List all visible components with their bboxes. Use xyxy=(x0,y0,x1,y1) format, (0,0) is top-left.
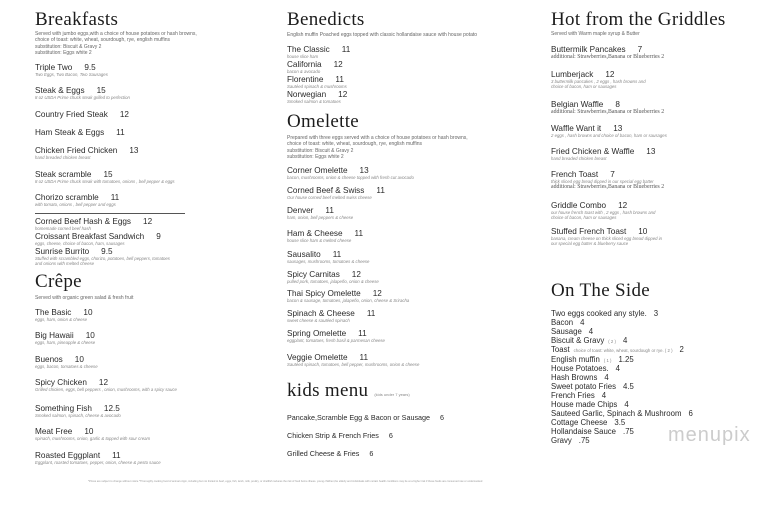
menu-item xyxy=(551,147,655,161)
item-description: our special egg batter & blueberry sauce xyxy=(551,241,629,247)
item-description: eggs, cheese, choice of bacon, ham, sausages xyxy=(35,241,125,246)
item-line xyxy=(287,270,379,279)
item-price: 12 xyxy=(338,90,348,99)
item-name: Ham Steak & Eggs xyxy=(35,128,105,137)
item-line xyxy=(551,201,655,210)
item-name: Spicy Chicken xyxy=(35,378,87,387)
menu-item xyxy=(551,70,646,89)
side-item xyxy=(551,409,693,418)
item-name: Chorizo scramble xyxy=(35,193,99,202)
item-price: 11 xyxy=(112,451,121,460)
description-line: substitution: Eggs white 2 xyxy=(35,49,92,56)
item-price: .75 xyxy=(578,436,590,446)
item-description: Grilled chicken, eggs, bell peppers , onion, mushrooms, with a spicy sauce xyxy=(35,387,177,392)
menu-item xyxy=(287,250,369,264)
item-price: 10 xyxy=(85,331,95,340)
section-title: On The Side xyxy=(551,280,650,301)
item-name: Roasted Eggplant xyxy=(35,451,101,460)
section-title: Omelette xyxy=(287,111,360,132)
item-description: Our house corned beef melted swiss cheese xyxy=(287,195,372,200)
item-description: sweet cheese & sautéed spinach xyxy=(287,318,350,323)
menu-item xyxy=(551,227,662,246)
item-line xyxy=(287,90,347,99)
item-price: 4 xyxy=(580,318,585,328)
item-name: Country Fried Steak xyxy=(35,110,108,119)
side-item xyxy=(551,382,634,391)
item-price: 13 xyxy=(129,146,139,155)
item-line xyxy=(551,100,664,109)
item-line xyxy=(287,60,343,69)
item-price: .75 xyxy=(623,427,634,437)
item-note: choice of toast: white, wheat, sourdough or rye. ( 2 ) xyxy=(573,348,673,354)
menu-item xyxy=(287,289,409,303)
description-line: Prepared with three eggs served with a choice of house potatoes or hash browns, xyxy=(287,135,468,141)
item-line xyxy=(35,308,93,317)
item-description: hand breaded chicken breast xyxy=(551,156,607,161)
menu-item xyxy=(551,100,664,116)
item-name: Spicy Carnitas xyxy=(287,270,340,279)
menu-item xyxy=(35,378,177,392)
item-description: 8 oz USDA Prime chuck steak with tomatoes, onions , bell pepper & eggs xyxy=(35,179,175,184)
item-price: 11 xyxy=(332,250,342,259)
item-price: 15 xyxy=(96,86,106,95)
kids-subtitle: (kids under 7 years) xyxy=(374,392,410,397)
item-additional: additional: Strawberries,Banana or Blueberries 2 xyxy=(551,109,665,115)
item-price: 3.5 xyxy=(614,418,626,428)
item-description: Two Eggs, Two Bacon, Two Sausages xyxy=(35,72,108,77)
menu-item xyxy=(287,229,363,243)
menu-item xyxy=(287,60,343,74)
item-name: Sausalito xyxy=(287,250,321,259)
item-description: house slice ham xyxy=(287,54,319,59)
item-line xyxy=(551,45,664,54)
item-name: Gravy xyxy=(551,436,572,446)
item-price: 4 xyxy=(588,327,594,337)
item-name: English muffin xyxy=(551,354,600,364)
item-name: Corned Beef Hash & Eggs xyxy=(35,217,132,226)
item-name: Griddle Combo xyxy=(551,201,607,210)
item-line xyxy=(287,229,363,238)
kids-item xyxy=(287,431,393,440)
item-line xyxy=(35,451,161,460)
item-name: Cottage Cheese xyxy=(551,418,608,428)
item-price: 4 xyxy=(615,363,620,373)
menu-item xyxy=(35,110,129,119)
item-name: Sunrise Burrito xyxy=(35,247,90,256)
item-price: 6 xyxy=(688,409,693,419)
item-line xyxy=(551,227,662,236)
item-price: 13 xyxy=(613,124,623,133)
item-description: ham, onion, bell peppers & cheese xyxy=(287,215,354,220)
item-name: Sausage xyxy=(551,327,582,337)
section-description xyxy=(35,31,197,56)
section-description xyxy=(287,135,468,160)
section-description xyxy=(35,295,133,301)
item-line xyxy=(287,186,385,195)
item-description: homemade corned beef hash xyxy=(35,226,91,231)
item-description: 3 buttermilk pancakes , 2 eggs , hash browns and xyxy=(551,79,646,84)
item-description: spinach, mushrooms, onion, garlic & topped with sour cream xyxy=(35,436,151,441)
item-name: Two eggs cooked any style. xyxy=(551,309,647,318)
item-price: 4 xyxy=(624,400,629,409)
item-line xyxy=(551,147,655,156)
side-item xyxy=(551,327,593,336)
item-description: our house french toast with , 2 eggs , hash browns and xyxy=(551,210,656,215)
side-item xyxy=(551,400,629,409)
menu-item xyxy=(35,308,93,322)
item-name: Fried Chicken & Waffle xyxy=(551,147,635,156)
item-description: bacon & avocado xyxy=(287,69,321,74)
item-description: eggplant, tomatoes, fresh basil & parmesan cheese xyxy=(287,338,385,343)
item-price: 12 xyxy=(333,60,343,69)
item-name: Corner Omelette xyxy=(287,166,348,175)
menu-item xyxy=(551,45,664,61)
item-price: 12.5 xyxy=(103,404,120,413)
section-description xyxy=(287,32,477,38)
item-description: 8 oz USDA Prime chuck steak grilled to perfection xyxy=(35,95,130,100)
side-item xyxy=(551,418,625,427)
side-item xyxy=(551,427,634,436)
kids-title: kids menu xyxy=(287,380,369,401)
menu-item xyxy=(35,217,152,231)
item-line xyxy=(35,232,161,241)
item-name: Big Hawaii xyxy=(35,331,74,340)
item-line xyxy=(287,289,409,298)
item-price: 6 xyxy=(369,449,374,458)
menu-item xyxy=(287,186,385,200)
item-description: Stuffed with scrambled eggs, chorizo, potatoes, bell peppers, tomatoes xyxy=(35,256,170,261)
item-description: bacon, mushrooms, onion & cheese topped with fresh cut avocado xyxy=(287,175,414,180)
item-price: 1.25 xyxy=(618,354,634,364)
item-name: Chicken Fried Chicken xyxy=(35,146,118,155)
item-name: California xyxy=(287,60,322,69)
item-name: Buenos xyxy=(35,355,63,364)
item-description: banana, cream cheese on thick sliced egg bread dipped in xyxy=(551,236,663,241)
item-line xyxy=(35,217,152,226)
menu-item xyxy=(551,201,655,220)
item-price: 13 xyxy=(359,166,369,175)
item-line xyxy=(287,166,414,175)
item-price: 9.5 xyxy=(101,247,113,256)
item-description: Sautéed spinach & mushrooms xyxy=(287,84,347,89)
item-name: Waffle Want it xyxy=(551,124,602,133)
item-price: 15 xyxy=(103,170,113,179)
item-description: eggs, bacon, tomatoes & cheese xyxy=(35,364,98,369)
item-additional: additional: Strawberries,Banana or Blueberries 2 xyxy=(551,54,665,60)
item-name: Hollandaise Sauce xyxy=(551,427,617,437)
item-price: 3 xyxy=(653,309,659,318)
menu-item xyxy=(35,128,125,137)
menu-item xyxy=(35,193,119,207)
item-name: Toast xyxy=(551,345,570,355)
item-description: with tomato, onions , bell pepper and eggs xyxy=(35,202,116,207)
item-price: 12 xyxy=(98,378,108,387)
description-line: substitution: Biscuit & Gravy 2 xyxy=(287,147,354,154)
item-price: 10 xyxy=(638,227,648,236)
item-line xyxy=(35,146,138,155)
side-item xyxy=(551,309,658,318)
section-title: Hot from the Griddles xyxy=(551,9,726,30)
item-description: and onions with melted cheese xyxy=(35,261,95,267)
section-title xyxy=(287,381,410,405)
item-note: ( 2 ) xyxy=(608,339,616,345)
item-price: 11 xyxy=(325,206,334,215)
section-description xyxy=(551,31,640,37)
item-price: 11 xyxy=(116,128,125,137)
description-line: choice of toast: white, wheat, sourdough, rye, english muffins xyxy=(287,141,422,148)
side-item xyxy=(551,391,606,400)
item-line xyxy=(551,170,664,179)
menu-item xyxy=(287,166,414,180)
item-name: Florentine xyxy=(287,75,324,84)
description-line: Served with jumbo eggs,with a choice of house potatoes or hash browns, xyxy=(35,31,197,37)
menu-item xyxy=(35,355,98,369)
item-price: 10 xyxy=(83,308,93,317)
menu-item xyxy=(287,329,385,343)
item-name: Biscuit & Gravy xyxy=(551,336,605,346)
menu-item xyxy=(287,309,375,323)
item-name: Grilled Cheese & Fries xyxy=(287,449,360,458)
watermark: menupix xyxy=(668,424,751,446)
item-name: Buttermilk Pancakes xyxy=(551,45,626,54)
section-title: Crêpe xyxy=(35,271,82,292)
menu-item xyxy=(35,86,130,100)
item-price: 9 xyxy=(156,232,161,241)
item-name: Pancake,Scramble Egg & Bacon or Sausage xyxy=(287,413,431,422)
item-price: 13 xyxy=(646,147,656,156)
item-price: 12 xyxy=(143,217,153,226)
item-description: Smoked salmon & tomatoes xyxy=(287,99,341,104)
item-name: Thai Spicy Omelette xyxy=(287,289,361,298)
item-name: Spring Omelette xyxy=(287,329,347,338)
description-line: English muffin Poached eggs topped with classic hollandaise sauce with house potato xyxy=(287,32,478,38)
item-line xyxy=(35,378,177,387)
side-item xyxy=(551,436,590,445)
item-description: Sautéed spinach, tomatoes, bell pepper, mushrooms, onion & cheese xyxy=(287,362,420,367)
item-price: 12 xyxy=(119,110,129,119)
menu-item xyxy=(551,170,664,191)
menu-item xyxy=(287,206,353,220)
menu-item xyxy=(35,63,108,77)
menu-item xyxy=(35,427,150,441)
item-line xyxy=(287,45,350,54)
menu-item xyxy=(35,146,138,160)
item-price: 4 xyxy=(604,372,609,382)
item-description: choice of bacon, ham or sausages xyxy=(551,215,617,221)
item-price: 12 xyxy=(605,70,615,79)
item-price: 11 xyxy=(366,309,376,318)
item-price: 4.5 xyxy=(623,381,634,391)
item-line xyxy=(35,63,108,72)
footer-disclaimer: *Prices are subject to change without notice *Thoroughly cooking food of animal origin, including but not limited to beef, eggs, fish, lamb, milk, poultry, or shellfish reduces the risk of food borne illness. young children,the elderly and individuals with certain health conditions may be at a higher risk if these foods are consumed raw or undercooked xyxy=(88,480,483,483)
menu-item xyxy=(35,331,95,345)
item-line xyxy=(287,309,375,318)
side-item xyxy=(551,318,584,327)
item-name: House made Chips xyxy=(551,400,618,409)
item-name: Denver xyxy=(287,206,314,215)
item-description: pulled pork, tomatoes, jalapeño, onion & cheese xyxy=(287,279,379,284)
item-description: choice of bacon, ham or sausages xyxy=(551,84,617,90)
description-line: substitution: Eggs white 2 xyxy=(287,153,344,160)
item-line xyxy=(287,250,369,259)
item-price: 10 xyxy=(84,427,94,436)
item-line xyxy=(35,110,129,119)
item-price: 12 xyxy=(372,289,382,298)
item-name: Steak & Eggs xyxy=(35,86,85,95)
item-price: 12 xyxy=(618,201,628,210)
item-description: Eggplant, roasted tomatoes, pepper, onion, cheese & pesto sauce xyxy=(35,460,161,465)
item-description: Smoked salmon, spinach, cheese & avocado xyxy=(35,413,121,418)
item-name: Sweet potato Fries xyxy=(551,381,617,391)
item-description: house slice ham & melted cheese xyxy=(287,238,352,243)
item-name: Hash Browns xyxy=(551,372,598,382)
item-name: Bacon xyxy=(551,318,574,328)
item-name: Spinach & Cheese xyxy=(287,309,355,318)
menu-item xyxy=(35,451,161,465)
item-line xyxy=(287,329,385,338)
item-description: sausages, mushrooms, tomatoes & cheese xyxy=(287,259,370,264)
item-name: French Toast xyxy=(551,170,599,179)
item-name: Veggie Omelette xyxy=(287,353,348,362)
item-name: French Fries xyxy=(551,390,595,400)
item-line xyxy=(35,86,130,95)
item-name: Steak scramble xyxy=(35,170,92,179)
item-price: 11 xyxy=(359,353,369,362)
kids-item xyxy=(287,449,373,458)
item-line xyxy=(35,193,119,202)
description-line: Served with organic green salad & fresh fruit xyxy=(35,295,134,301)
item-price: 9.5 xyxy=(84,63,96,72)
item-price: 4 xyxy=(622,336,628,346)
item-line xyxy=(35,331,95,340)
item-name: Sauteed Garlic, Spinach & Mushroom xyxy=(551,409,682,419)
item-price: 7 xyxy=(637,45,643,54)
item-description: bacon & sausage, tomatoes, jalapeño, onion, cheese & Sriracha xyxy=(287,298,410,303)
menu-item xyxy=(35,232,161,246)
item-name: Croissant Breakfast Sandwich xyxy=(35,232,145,241)
section-divider xyxy=(35,213,185,214)
menu-item xyxy=(287,353,419,367)
item-line xyxy=(287,353,419,362)
item-name: The Basic xyxy=(35,308,72,317)
item-description: eggs, ham, onion & cheese xyxy=(35,317,88,322)
item-line xyxy=(35,355,98,364)
item-price: 11 xyxy=(354,229,364,238)
item-price: 11 xyxy=(376,186,385,195)
item-price: 11 xyxy=(335,75,344,84)
menu-item xyxy=(287,270,379,284)
item-name: House Potatoes. xyxy=(551,363,609,373)
kids-item xyxy=(287,413,444,422)
item-description: 2 eggs , hash browns and choice of bacon, ham or sausages xyxy=(551,133,667,138)
item-description: thick sliced egg bread dipped in our special egg batter xyxy=(551,179,654,184)
item-price: 11 xyxy=(110,193,120,202)
item-name: Stuffed French Toast xyxy=(551,227,627,236)
item-line xyxy=(35,128,125,137)
side-item xyxy=(551,364,620,373)
section-title: Breakfasts xyxy=(35,9,119,30)
item-name: Chicken Strip & French Fries xyxy=(287,431,379,440)
item-price: 11 xyxy=(358,329,367,338)
item-price: 8 xyxy=(615,100,620,109)
item-description: hand breaded chicken breast xyxy=(35,155,91,160)
menu-item xyxy=(35,404,121,418)
menu-item xyxy=(287,90,347,104)
item-price: 2 xyxy=(679,345,684,355)
item-line xyxy=(287,75,347,84)
item-line xyxy=(287,206,353,215)
item-price: 4 xyxy=(601,390,607,400)
item-line xyxy=(551,70,646,79)
item-line xyxy=(35,247,170,256)
menu-item xyxy=(287,75,347,89)
item-name: Triple Two xyxy=(35,63,73,72)
item-line xyxy=(35,170,175,179)
menu-item xyxy=(35,247,170,266)
item-price: 6 xyxy=(388,431,393,440)
item-note: ( 1 ) xyxy=(603,357,612,363)
item-line xyxy=(35,404,121,413)
item-price: 6 xyxy=(440,413,445,422)
description-line: choice of toast: white, wheat, sourdough, rye, english muffins xyxy=(35,37,170,44)
menu-item xyxy=(551,124,667,138)
item-price: 10 xyxy=(74,355,84,364)
item-price: 11 xyxy=(341,45,351,54)
menu-item xyxy=(287,45,350,59)
side-item xyxy=(551,373,609,382)
item-name: Belgian Waffle xyxy=(551,100,604,109)
menu-item xyxy=(35,170,175,184)
item-additional: additional: Strawberries,Banana or Blueberries 2 xyxy=(551,184,665,191)
item-name: Lumberjack xyxy=(551,70,594,79)
section-title: Benedicts xyxy=(287,9,365,30)
description-line: Served with Warm maple syrup & Butter xyxy=(551,31,640,37)
item-price: 7 xyxy=(610,170,615,179)
item-price: 12 xyxy=(351,270,361,279)
item-description: eggs, ham, pineapple & cheese xyxy=(35,340,96,345)
item-name: Meat Free xyxy=(35,427,73,436)
item-name: Corned Beef & Swiss xyxy=(287,186,365,195)
description-line: substitution: Biscuit & Gravy 2 xyxy=(35,43,102,50)
item-name: The Classic xyxy=(287,45,330,54)
item-name: Ham & Cheese xyxy=(287,229,343,238)
item-name: Something Fish xyxy=(35,404,92,413)
item-name: Norwegian xyxy=(287,90,327,99)
item-line xyxy=(551,124,667,133)
item-line xyxy=(35,427,150,436)
